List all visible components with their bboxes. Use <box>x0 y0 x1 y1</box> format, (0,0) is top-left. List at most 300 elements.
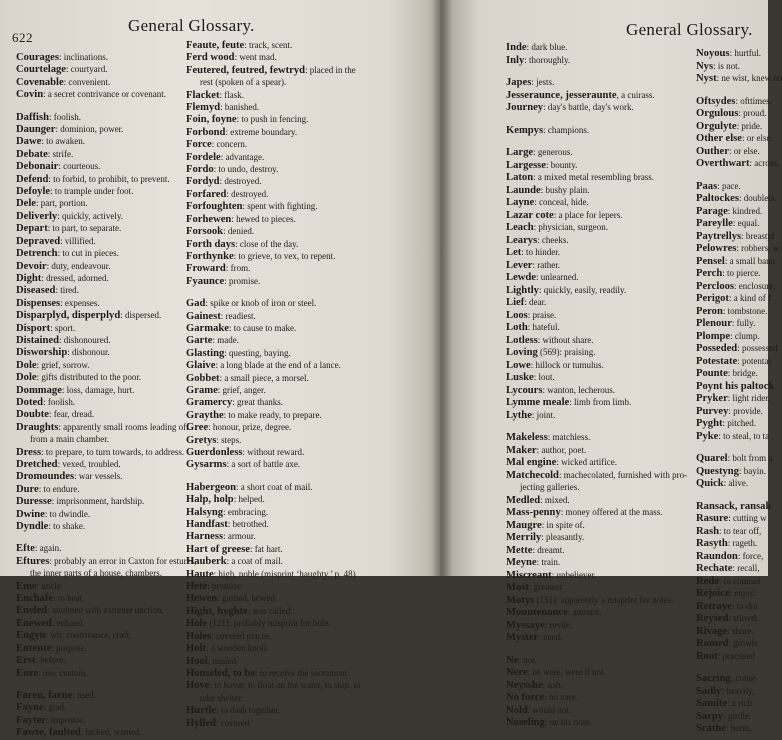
headword: Foin, foyne <box>186 114 237 126</box>
glossary-entry <box>696 368 768 381</box>
definition: : is not. <box>713 60 740 71</box>
headword: Rash <box>696 525 719 537</box>
definition: : hurtful. <box>729 48 762 58</box>
definition: : quickly, actively. <box>57 210 123 221</box>
glossary-entry <box>696 61 768 74</box>
definition: : destroyed. <box>219 176 262 187</box>
headword: Posseded <box>696 343 738 354</box>
headword: Forhewen <box>186 213 232 225</box>
headword: Romed <box>696 638 729 649</box>
glossary-entry <box>696 121 768 134</box>
definition: : a sort of battle axe. <box>226 459 301 470</box>
glossary-entry <box>186 556 426 568</box>
headword: Eure <box>16 667 39 679</box>
glossary-entry <box>16 446 185 459</box>
headword: Mountenance <box>506 607 568 618</box>
definition: : force, <box>737 550 764 561</box>
definition: : bolt from a <box>727 453 773 463</box>
glossary-entry <box>506 545 722 558</box>
definition: : to trample under foot. <box>50 186 134 197</box>
glossary-entry <box>186 519 426 531</box>
headword: Oftsydes <box>696 95 736 107</box>
definition: : promise. <box>207 581 244 592</box>
headword: Erst <box>16 655 36 667</box>
definition: : a small piece, a morsel. <box>219 372 309 383</box>
definition: : a small bann <box>724 255 776 266</box>
definition: : hillock or tumulus. <box>530 359 604 370</box>
glossary-entry <box>696 343 778 356</box>
definition: : flask. <box>219 89 245 100</box>
headword: Lightly <box>506 284 539 296</box>
definition: : heavily, <box>721 685 755 696</box>
glossary-entry <box>186 606 426 618</box>
glossary-entry <box>186 189 426 201</box>
headword: Myssaye <box>506 619 545 631</box>
glossary-entry <box>696 686 768 699</box>
glossary-entry <box>186 422 426 434</box>
definition: : pace. <box>717 180 741 191</box>
definition: : pitched. <box>722 418 756 428</box>
glossary-entry <box>186 139 426 151</box>
definition: : to part, to separate. <box>47 223 122 234</box>
definition: : pride. <box>736 120 763 131</box>
headword: Gobbet <box>186 372 220 384</box>
glossary-entry <box>186 631 426 643</box>
glossary-entry <box>16 543 182 555</box>
glossary-entry <box>696 673 768 686</box>
definition: : anointed with extreme unction. <box>47 605 164 616</box>
headword: Sarpy <box>696 710 724 722</box>
right-page <box>440 0 782 734</box>
headword: Fordo <box>186 164 214 176</box>
headword: Gree <box>186 422 209 434</box>
glossary-entry <box>16 64 182 76</box>
definition: : readiest. <box>220 310 256 321</box>
headword: Houseled, to be <box>186 667 256 679</box>
glossary-entry <box>16 593 182 605</box>
headword: Kempys <box>506 124 544 136</box>
glossary-entry <box>186 226 426 238</box>
glossary-entry <box>506 90 722 103</box>
headword: Leach <box>506 222 534 233</box>
definition: : great thanks. <box>232 397 284 408</box>
definition: : foolish. <box>48 111 81 122</box>
headword: Perigot <box>696 293 729 304</box>
definition: : harm. <box>726 723 752 733</box>
definition: : across. <box>749 158 780 168</box>
headword: Dawe <box>16 136 42 148</box>
definition: : to hover, to float on the water, to stop, to <box>209 680 361 691</box>
definition: : kindred. <box>727 205 763 216</box>
definition: : a rich <box>727 698 753 708</box>
definition: : a coat of mail. <box>226 556 283 567</box>
headword: Dispenses <box>16 297 61 309</box>
definition: : embracing. <box>223 506 269 517</box>
headword: Hove <box>186 680 210 692</box>
headword: Fawte, faulted <box>16 727 81 739</box>
definition: : went mad. <box>234 52 277 63</box>
glossary-entry <box>696 613 768 626</box>
definition: jecting galleries. <box>520 482 580 492</box>
definition: (121): probably misprint for bole. <box>207 618 331 629</box>
headword: Overthwart <box>696 158 750 169</box>
headword: Covenable <box>16 76 64 88</box>
definition: : to cut in pieces. <box>57 248 119 259</box>
headword: Jesseraunce, jesseraunte <box>506 89 617 101</box>
definition: : a mixed metal resembling brass. <box>533 172 655 182</box>
glossary-entry <box>16 347 182 359</box>
headword: Dromoundes <box>16 471 75 483</box>
glossary-entry <box>506 705 722 718</box>
glossary-entry <box>186 447 426 459</box>
glossary-entry <box>506 125 722 138</box>
glossary-entry <box>506 272 722 285</box>
glossary-entry <box>186 569 426 581</box>
glossary-entry <box>506 322 722 335</box>
headword: Halsyng <box>186 506 224 518</box>
glossary-entry <box>186 507 426 519</box>
glossary-entry <box>506 595 722 608</box>
definition: : before. <box>35 655 66 666</box>
headword: Lymme meale <box>506 397 570 408</box>
headword: Medled <box>506 494 541 506</box>
headword: Let <box>506 247 522 258</box>
glossary-entry <box>506 360 722 373</box>
headword: Dwine <box>16 508 45 520</box>
glossary-entry <box>16 484 182 496</box>
glossary-entry <box>16 335 182 347</box>
glossary-entry <box>16 77 182 89</box>
headword: Hight, hyghte <box>186 605 248 617</box>
headword: Potestate <box>696 355 738 367</box>
glossary-entry <box>186 618 426 630</box>
headword: Gretys <box>186 434 217 446</box>
glossary-entry <box>16 409 182 421</box>
headword: Defend <box>16 173 49 185</box>
definition: : robbers, w <box>736 243 780 253</box>
definition: : track, scent. <box>244 40 293 50</box>
glossary-entry <box>696 218 768 231</box>
glossary-entry <box>506 717 722 730</box>
glossary-entry <box>16 112 182 124</box>
headword: Rasure <box>696 513 729 524</box>
headword: Learys <box>506 234 538 246</box>
headword: Flemyd <box>186 102 221 114</box>
headword: Lewde <box>506 272 537 283</box>
glossary-entry <box>506 667 722 680</box>
definition: : to dwindle. <box>44 508 91 519</box>
glossary-entry <box>16 385 182 397</box>
headword: Japes <box>506 77 532 88</box>
definition: : fully. <box>731 318 756 328</box>
definition: : dear. <box>524 297 547 307</box>
definition: : banished. <box>220 102 260 113</box>
glossary-entry <box>186 90 426 102</box>
definition: : gifts distributed to the poor. <box>36 372 142 383</box>
headword: Mal engine <box>506 457 557 468</box>
glossary-entry <box>186 360 426 372</box>
definition: : duty, endeavour. <box>46 260 111 271</box>
headword: Flacket <box>186 89 220 101</box>
definition: : questing, baying. <box>224 347 291 358</box>
glossary-entry <box>696 513 768 526</box>
glossary-entry <box>696 601 768 614</box>
headword: Efte <box>16 543 35 555</box>
definition: : alive. <box>723 478 749 488</box>
definition: : impostor. <box>46 714 85 725</box>
headword: Paytrellys <box>696 230 742 242</box>
definition: : no care. <box>544 692 578 702</box>
definition: : steps. <box>216 434 242 445</box>
glossary-entry <box>16 273 182 285</box>
headword: Plompe <box>696 330 731 342</box>
glossary-entry <box>696 638 768 651</box>
headword: Lief <box>506 297 525 308</box>
definition: : dishonour. <box>67 347 110 358</box>
definition: : apparently small rooms leading off <box>58 421 189 432</box>
glossary-entry <box>186 214 426 226</box>
definition: : would not. <box>527 704 572 715</box>
definition: : courtyard. <box>66 64 108 75</box>
headword: Maugre <box>506 519 542 531</box>
glossary-entry <box>16 702 182 714</box>
glossary-entry <box>16 555 197 568</box>
glossary-column-2 <box>186 40 426 730</box>
headword: Forbond <box>186 126 226 138</box>
definition: : used. <box>72 689 96 700</box>
glossary-entry <box>696 268 768 281</box>
headword: Retraye <box>696 600 732 612</box>
glossary-entry <box>16 211 182 223</box>
definition: : dominion, power. <box>55 124 124 135</box>
glossary-entry <box>696 588 768 601</box>
definition: : soft. <box>542 679 564 690</box>
headword: Rechate <box>696 563 733 574</box>
headword: Nyst <box>696 73 717 84</box>
headword: Makeless <box>506 432 548 443</box>
glossary-entry <box>16 298 182 310</box>
definition: : high, noble (misprint ‘haughty,’ p. 48). <box>213 568 358 579</box>
definition: : to undo, destroy. <box>213 164 279 175</box>
definition: : possessed <box>737 343 778 353</box>
definition: : conceal, hide. <box>534 197 589 207</box>
glossary-entry <box>186 176 426 188</box>
definition: : wicked artifice. <box>556 457 618 467</box>
headword: Rede <box>696 575 719 587</box>
definition: : without reward. <box>242 447 305 457</box>
glossary-entry <box>506 385 722 398</box>
definition: : potentat <box>737 355 771 366</box>
headword: Samite <box>696 698 728 709</box>
definition: : girdle. <box>723 710 752 721</box>
headword: Devoir <box>16 260 47 272</box>
headword: Nys <box>696 60 714 72</box>
definition: : strife. <box>47 148 74 159</box>
headword: Purvey <box>696 405 729 417</box>
definition: : bounty. <box>546 159 578 170</box>
glossary-entry <box>696 243 780 256</box>
definition: : covered. <box>216 717 252 728</box>
glossary-entry <box>506 495 722 508</box>
definition: : gashed, hewed. <box>217 593 278 604</box>
definition: : made. <box>212 335 239 346</box>
glossary-entry <box>696 393 771 406</box>
glossary-entry <box>16 521 182 533</box>
definition: : to cause to make. <box>228 322 297 333</box>
headword: Scathe <box>696 723 727 734</box>
glossary-entry <box>696 280 776 294</box>
definition: : cheeks. <box>537 234 569 245</box>
definition: : joint. <box>531 409 556 420</box>
headword: Peron <box>696 305 723 317</box>
glossary-entry <box>696 331 768 344</box>
definition: : ofttimes. <box>735 95 772 106</box>
glossary-entry <box>186 127 426 139</box>
definition: : glad. <box>43 702 67 713</box>
definition: : enhued. <box>51 617 85 628</box>
glossary-entry <box>16 52 182 64</box>
glossary-entry <box>186 410 426 422</box>
glossary-entry <box>186 335 426 347</box>
headword: Noseling <box>506 717 545 728</box>
glossary-entry <box>16 161 182 173</box>
definition: : proud. <box>738 108 767 118</box>
definition: : inclinations. <box>58 52 108 62</box>
definition: : ne wist, knew no <box>716 73 782 83</box>
definition: the inner parts of a house, chambers. <box>30 568 162 579</box>
book-gutter <box>432 0 452 576</box>
headword: Paas <box>696 180 718 192</box>
definition: : lout. <box>533 372 555 382</box>
definition: : to pierce. <box>722 268 761 278</box>
definition: : courteous. <box>58 161 101 172</box>
definition: : growle <box>728 638 759 648</box>
headword: Poynt his paltock <box>696 380 775 392</box>
glossary-entry <box>696 146 768 159</box>
glossary-entry <box>696 206 768 219</box>
definition: : denied. <box>223 226 255 237</box>
definition: : unbeliever. <box>551 569 597 580</box>
headword: Dress <box>16 446 42 458</box>
glossary-entry <box>16 509 182 521</box>
glossary-entry <box>16 471 182 483</box>
glossary-entry <box>506 42 722 55</box>
definition: : a kind of f <box>728 293 771 303</box>
headword: Fordele <box>186 151 221 163</box>
headword: Distained <box>16 334 59 346</box>
definition: : provide. <box>728 405 763 416</box>
headword: Hool <box>186 655 208 667</box>
glossary-entry <box>696 500 772 514</box>
glossary-entry <box>696 318 768 331</box>
definition: : bushy plain. <box>540 184 590 195</box>
headword: Dele <box>16 198 36 210</box>
headword: Largesse <box>506 159 547 171</box>
definition: : spent with fighting. <box>242 201 318 212</box>
glossary-entry <box>16 581 182 593</box>
glossary-entry <box>506 632 722 645</box>
headword: Loos <box>506 309 528 321</box>
definition: : revile. <box>544 619 573 630</box>
definition: : grief, sorrow. <box>36 359 90 370</box>
definition: : was called. <box>247 605 293 616</box>
definition: : conse <box>730 673 756 683</box>
definition: : purpose. <box>51 642 87 653</box>
glossary-entry <box>186 201 426 213</box>
headword: Fordyd <box>186 176 220 188</box>
glossary-entry <box>696 651 768 664</box>
glossary-entry <box>506 507 722 520</box>
glossary-entry <box>696 698 768 711</box>
glossary-entry <box>186 298 426 310</box>
glossary-entry <box>186 114 426 126</box>
definition: : a long blade at the end of a lance. <box>215 360 341 371</box>
glossary-entry <box>186 348 426 360</box>
headword: Eme <box>16 580 37 592</box>
glossary-entry <box>16 690 182 702</box>
glossary-entry <box>16 668 182 680</box>
glossary-entry <box>16 618 182 630</box>
headword: Gysarms <box>186 459 227 471</box>
glossary-entry <box>16 223 182 235</box>
glossary-entry <box>186 385 426 397</box>
definition: : to heat. <box>53 593 85 604</box>
definition: : doublets. <box>738 193 777 203</box>
glossary-entry <box>186 581 426 593</box>
glossary-entry <box>16 397 182 409</box>
definition: : helped. <box>233 494 265 505</box>
definition: : use, custom. <box>38 667 88 678</box>
glossary-entry <box>696 230 775 244</box>
glossary-entry <box>696 418 768 431</box>
glossary-entry <box>506 582 722 595</box>
glossary-entry <box>16 136 182 148</box>
headword: Gad <box>186 298 206 310</box>
definition: : to awaken. <box>41 136 86 147</box>
definition: : to forbid, to prohibit, to prevent. <box>48 173 170 184</box>
glossary-entry <box>16 236 182 248</box>
headword: Pryker <box>696 393 728 404</box>
definition: : generous. <box>533 147 573 157</box>
glossary-entry <box>186 373 426 385</box>
definition: : expenses. <box>60 297 100 308</box>
headword: Daunger <box>16 124 56 136</box>
headword: Halp, holp <box>186 494 234 506</box>
definition: : practised <box>717 650 756 661</box>
definition: : to grieve, to vex, to repent. <box>233 250 336 261</box>
definition: : destroyed. <box>226 188 269 199</box>
definition: : to push in fencing. <box>236 114 309 125</box>
headword: Outher <box>696 145 729 157</box>
definition: : placed in the <box>305 64 356 75</box>
glossary-entry <box>186 276 426 288</box>
glossary-entry <box>506 235 722 248</box>
definition: : jests. <box>531 77 555 87</box>
headword: Paltockes <box>696 193 739 204</box>
headword: Launde <box>506 184 541 196</box>
headword: Holt <box>186 643 207 655</box>
headword: Layne <box>506 197 535 208</box>
glossary-entry <box>186 482 426 494</box>
glossary-entry <box>186 643 426 655</box>
glossary-entry <box>696 255 776 269</box>
definition: : betrothed. <box>227 519 269 530</box>
definition: : amount. <box>567 607 602 617</box>
headword: Laton <box>506 172 534 183</box>
headword: Garmake <box>186 322 229 334</box>
headword: Ferd wood <box>186 52 235 64</box>
glossary-entry <box>186 239 426 251</box>
